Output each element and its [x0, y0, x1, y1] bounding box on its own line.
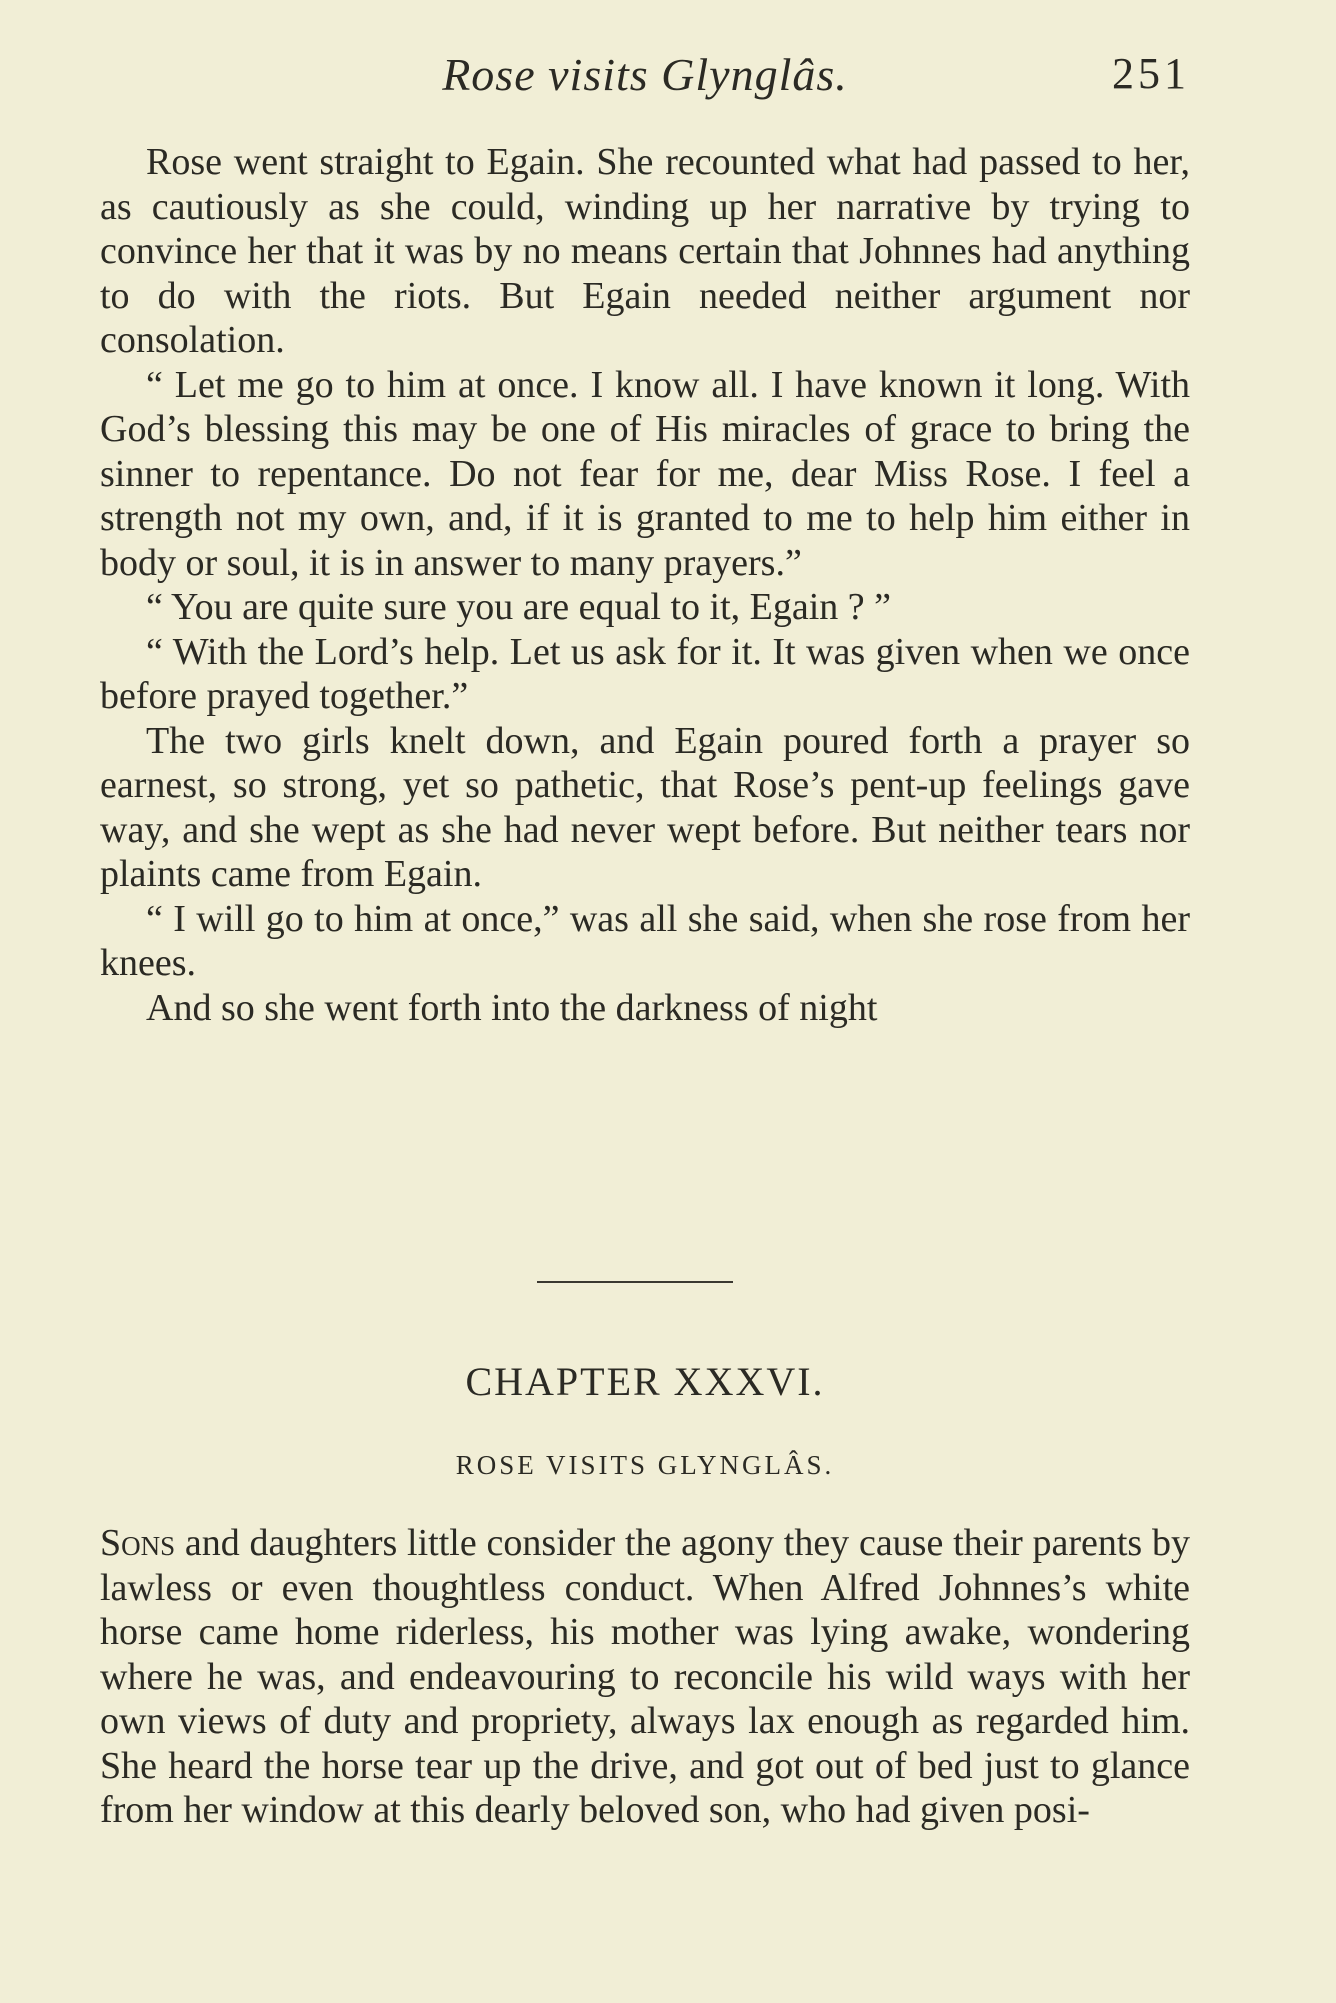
section-divider-rule	[537, 1281, 733, 1283]
opening-paragraph	[100, 1521, 1190, 1833]
paragraph: “ I will go to him at once,” was all she said, when she rose from her knees.	[100, 897, 1190, 984]
paragraph: “ You are quite sure you are equal to it, Egain ? ”	[146, 586, 891, 628]
chapter-subheading: ROSE VISITS GLYNGLÂS.	[455, 1450, 835, 1480]
running-head	[100, 48, 1190, 108]
page-number: 251	[1112, 49, 1190, 98]
paragraph: Rose went straight to Egain. She recounted what had passed to her, as cautiously as she could, winding up her narrative by trying to convince her that it was by no means certain that Johnnes had anything to do with the riots. But Egain needed neither argument nor consolation.	[100, 141, 1190, 361]
section-two-text	[100, 1521, 1190, 1833]
section-one-text	[100, 140, 1190, 1030]
paragraph: “ With the Lord’s help. Let us ask for it. It was given when we once before prayed together.”	[100, 630, 1190, 717]
paragraph-text: and daughters little consider the agony they cause their parents by lawless or even thoughtless conduct. When Alfred Johnnes’s white horse came home riderless, his mother was lying awake, wondering where he was, and endeavouring to reconcile his wild ways with her own views of duty and propriety, always lax enough as regarded him. She heard the horse tear up the drive, and got out of bed just to glance from her window at this dearly beloved son, who had given posi-	[100, 1522, 1190, 1831]
paragraph: “ Let me go to him at once. I know all. I have known it long. With God’s blessing this may be one of His miracles of grace to bring the sinner to repentance. Do not fear for me, dear Miss Rose. I feel a strength not my own, and, if it is granted to me to help him either in body or soul, it is in answer to many prayers.”	[100, 363, 1190, 584]
chapter-heading: CHAPTER XXXVI.	[465, 1359, 825, 1404]
running-title: Rose visits Glynglâs.	[442, 49, 848, 100]
paragraph: The two girls knelt down, and Egain poured forth a prayer so earnest, so strong, yet so pathetic, that Rose’s pent-up feelings gave way, and she wept as she had never wept before. But neither tears nor plaints came from Egain.	[100, 719, 1190, 895]
lead-word: Sons	[100, 1522, 176, 1564]
paragraph: And so she went forth into the darkness of night	[146, 986, 878, 1029]
